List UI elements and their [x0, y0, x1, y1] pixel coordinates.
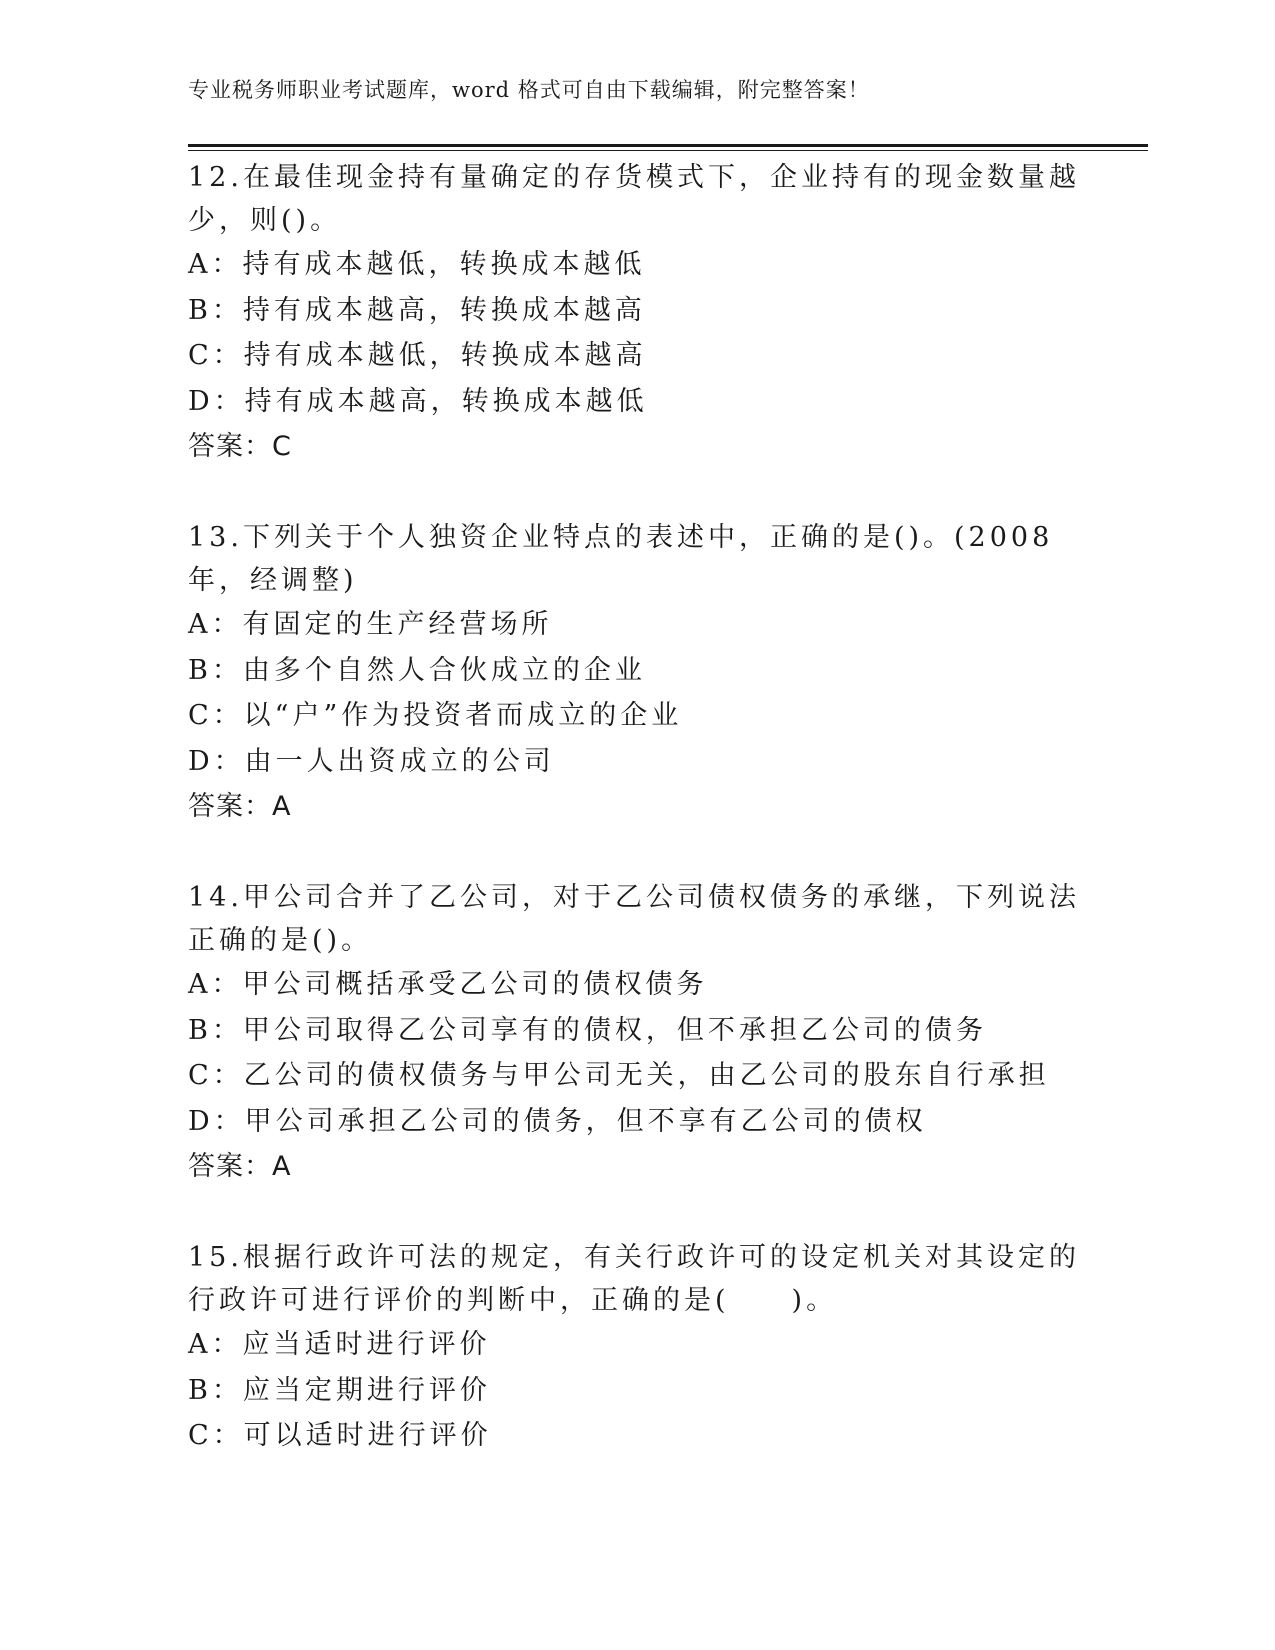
option-b: B：应当定期进行评价	[188, 1374, 491, 1406]
question-13	[188, 516, 1088, 830]
question-stem: 12.在最佳现金持有量确定的存货模式下，企业持有的现金数量越少，则()。	[188, 162, 1080, 236]
option-a: A：有固定的生产经营场所	[188, 609, 553, 640]
header-rule-thick	[188, 144, 1148, 147]
question-list	[188, 156, 1088, 1505]
question-12	[188, 156, 1088, 470]
option-b: B：由多个自然人合伙成立的企业	[188, 654, 646, 686]
question-stem: 14.甲公司合并了乙公司，对于乙公司债权债务的承继，下列说法正确的是()。	[188, 882, 1080, 956]
option-a: A：持有成本越低，转换成本越低	[188, 249, 646, 280]
question-14	[188, 876, 1088, 1190]
option-b: B：持有成本越高，转换成本越高	[188, 294, 646, 326]
option-a: A：应当适时进行评价	[188, 1329, 491, 1360]
header-rule-thin	[188, 150, 1148, 151]
question-stem: 15.根据行政许可法的规定，有关行政许可的设定机关对其设定的行政许可进行评价的判断中，正确的是( )。	[188, 1242, 1080, 1316]
option-c: C：以“户”作为投资者而成立的企业	[188, 700, 683, 731]
option-c: C：可以适时进行评价	[188, 1420, 492, 1451]
option-d: D：由一人出资成立的公司	[188, 745, 555, 777]
answer: 答案：A	[188, 1151, 292, 1182]
option-a: A：甲公司概括承受乙公司的债权债务	[188, 969, 708, 1000]
question-stem: 13.下列关于个人独资企业特点的表述中，正确的是()。(2008 年，经调整)	[188, 522, 1054, 596]
answer: 答案：A	[188, 791, 292, 822]
option-d: D：甲公司承担乙公司的债务，但不享有乙公司的债权	[188, 1105, 927, 1137]
option-c: C：乙公司的债权债务与甲公司无关，由乙公司的股东自行承担	[188, 1060, 1050, 1091]
option-d: D：持有成本越高，转换成本越低	[188, 385, 648, 417]
page-header: 专业税务师职业考试题库，word 格式可自由下载编辑，附完整答案！	[188, 78, 870, 102]
option-b: B：甲公司取得乙公司享有的债权，但不承担乙公司的债务	[188, 1014, 987, 1046]
answer: 答案：C	[188, 431, 292, 462]
option-c: C：持有成本越低，转换成本越高	[188, 340, 647, 371]
question-15	[188, 1236, 1088, 1459]
